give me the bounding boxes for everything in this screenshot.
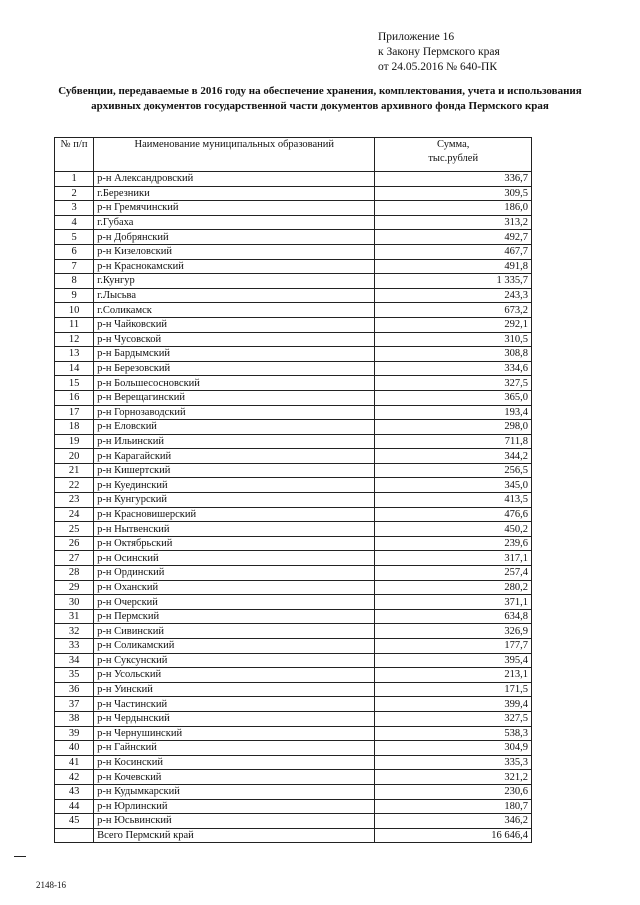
row-municipality: р-н Березовский [94, 361, 375, 376]
row-municipality: р-н Добрянский [94, 230, 375, 245]
row-municipality: р-н Чердынский [94, 711, 375, 726]
row-number: 35 [55, 668, 94, 683]
header-municipality: Наименование муниципальных образований [94, 138, 375, 172]
row-sum: 450,2 [375, 522, 532, 537]
row-number: 13 [55, 347, 94, 362]
row-sum: 344,2 [375, 449, 532, 464]
header-sum-unit: тыс.рублей [428, 153, 479, 164]
row-sum: 395,4 [375, 653, 532, 668]
row-sum: 492,7 [375, 230, 532, 245]
table-row [55, 624, 532, 639]
table-row [55, 332, 532, 347]
header-sum-label: Сумма, [437, 139, 470, 150]
table-row [55, 288, 532, 303]
row-number: 44 [55, 799, 94, 814]
row-municipality: р-н Нытвенский [94, 522, 375, 537]
row-sum: 243,3 [375, 288, 532, 303]
margin-mark [14, 856, 26, 857]
table-row [55, 172, 532, 187]
table-row [55, 770, 532, 785]
appendix-header [378, 30, 500, 75]
row-sum: 298,0 [375, 420, 532, 435]
total-label: Всего Пермский край [94, 828, 375, 843]
row-number: 4 [55, 215, 94, 230]
subsidy-table [54, 137, 532, 843]
row-municipality: р-н Сивинский [94, 624, 375, 639]
row-number: 15 [55, 376, 94, 391]
row-number: 10 [55, 303, 94, 318]
row-sum: 345,0 [375, 478, 532, 493]
row-municipality: р-н Ординский [94, 566, 375, 581]
row-municipality: р-н Кишертский [94, 463, 375, 478]
table-row [55, 726, 532, 741]
row-sum: 171,5 [375, 682, 532, 697]
row-municipality: р-н Чернушинский [94, 726, 375, 741]
row-number: 1 [55, 172, 94, 187]
row-sum: 336,7 [375, 172, 532, 187]
row-sum: 326,9 [375, 624, 532, 639]
table-row [55, 434, 532, 449]
row-municipality: р-н Кунгурский [94, 493, 375, 508]
row-sum: 711,8 [375, 434, 532, 449]
row-municipality: р-н Соликамский [94, 639, 375, 654]
table-row [55, 522, 532, 537]
row-number: 38 [55, 711, 94, 726]
row-sum: 193,4 [375, 405, 532, 420]
row-sum: 327,5 [375, 711, 532, 726]
appendix-date: от 24.05.2016 № 640-ПК [378, 61, 498, 73]
table-row [55, 682, 532, 697]
row-number: 37 [55, 697, 94, 712]
row-number: 45 [55, 814, 94, 829]
row-number: 11 [55, 317, 94, 332]
row-sum: 467,7 [375, 244, 532, 259]
row-number: 28 [55, 566, 94, 581]
table-row [55, 697, 532, 712]
row-number: 19 [55, 434, 94, 449]
row-municipality: р-н Суксунский [94, 653, 375, 668]
row-municipality: р-н Верещагинский [94, 390, 375, 405]
row-sum: 180,7 [375, 799, 532, 814]
row-municipality: р-н Горнозаводский [94, 405, 375, 420]
total-number-cell [55, 828, 94, 843]
row-municipality: р-н Бардымский [94, 347, 375, 362]
row-number: 42 [55, 770, 94, 785]
table-row [55, 478, 532, 493]
row-sum: 213,1 [375, 668, 532, 683]
row-municipality: р-н Ильинский [94, 434, 375, 449]
row-sum: 491,8 [375, 259, 532, 274]
row-municipality: р-н Пермский [94, 609, 375, 624]
document-title: Субвенции, передаваемые в 2016 году на обеспечение хранения, комплектования, учета и использования архивных документов государственной части документов архивного фонда Пермского края [58, 85, 582, 112]
row-municipality: г.Лысьва [94, 288, 375, 303]
row-municipality: р-н Гайнский [94, 741, 375, 756]
row-municipality: р-н Куединский [94, 478, 375, 493]
row-number: 23 [55, 493, 94, 508]
row-municipality: р-н Кочевский [94, 770, 375, 785]
row-municipality: р-н Косинский [94, 755, 375, 770]
row-sum: 308,8 [375, 347, 532, 362]
row-municipality: р-н Кудымкарский [94, 784, 375, 799]
table-row [55, 376, 532, 391]
table-row [55, 405, 532, 420]
row-sum: 365,0 [375, 390, 532, 405]
row-number: 25 [55, 522, 94, 537]
row-number: 24 [55, 507, 94, 522]
total-sum: 16 646,4 [375, 828, 532, 843]
row-municipality: р-н Частинский [94, 697, 375, 712]
table-row [55, 230, 532, 245]
table-row [55, 244, 532, 259]
row-municipality: р-н Юрлинский [94, 799, 375, 814]
row-number: 36 [55, 682, 94, 697]
row-sum: 346,2 [375, 814, 532, 829]
header-number: № п/п [55, 138, 94, 172]
table-row [55, 711, 532, 726]
row-sum: 334,6 [375, 361, 532, 376]
table-row [55, 215, 532, 230]
row-municipality: р-н Юсьвинский [94, 814, 375, 829]
row-municipality: р-н Оханский [94, 580, 375, 595]
table-row [55, 799, 532, 814]
table-row [55, 609, 532, 624]
row-sum: 256,5 [375, 463, 532, 478]
table-row [55, 347, 532, 362]
row-sum: 321,2 [375, 770, 532, 785]
appendix-number: Приложение 16 [378, 31, 455, 43]
row-number: 14 [55, 361, 94, 376]
table-row [55, 741, 532, 756]
table-row [55, 201, 532, 216]
row-sum: 1 335,7 [375, 274, 532, 289]
row-sum: 371,1 [375, 595, 532, 610]
row-number: 22 [55, 478, 94, 493]
table-row [55, 784, 532, 799]
row-sum: 280,2 [375, 580, 532, 595]
row-sum: 413,5 [375, 493, 532, 508]
table-row [55, 580, 532, 595]
row-municipality: р-н Гремячинский [94, 201, 375, 216]
table-row [55, 449, 532, 464]
table-row [55, 668, 532, 683]
row-sum: 292,1 [375, 317, 532, 332]
row-municipality: р-н Чусовской [94, 332, 375, 347]
table-row [55, 274, 532, 289]
row-sum: 538,3 [375, 726, 532, 741]
table-header-row [55, 138, 532, 172]
row-municipality: р-н Осинский [94, 551, 375, 566]
table-row [55, 507, 532, 522]
row-number: 3 [55, 201, 94, 216]
row-municipality: р-н Александровский [94, 172, 375, 187]
row-number: 16 [55, 390, 94, 405]
table-row [55, 303, 532, 318]
table-row [55, 653, 532, 668]
row-municipality: г.Березники [94, 186, 375, 201]
table-row [55, 536, 532, 551]
row-municipality: р-н Большесосновский [94, 376, 375, 391]
row-municipality: р-н Краснокамский [94, 259, 375, 274]
row-sum: 257,4 [375, 566, 532, 581]
table-row [55, 595, 532, 610]
row-number: 8 [55, 274, 94, 289]
row-sum: 177,7 [375, 639, 532, 654]
row-municipality: р-н Еловский [94, 420, 375, 435]
row-number: 41 [55, 755, 94, 770]
row-municipality: р-н Усольский [94, 668, 375, 683]
row-municipality: г.Кунгур [94, 274, 375, 289]
footer-code: 2148-16 [36, 880, 66, 890]
total-row [55, 828, 532, 843]
row-number: 20 [55, 449, 94, 464]
row-number: 26 [55, 536, 94, 551]
row-number: 33 [55, 639, 94, 654]
row-sum: 634,8 [375, 609, 532, 624]
row-sum: 186,0 [375, 201, 532, 216]
row-municipality: р-н Октябрьский [94, 536, 375, 551]
row-sum: 310,5 [375, 332, 532, 347]
table-row [55, 551, 532, 566]
appendix-law: к Закону Пермского края [378, 46, 500, 58]
row-number: 43 [55, 784, 94, 799]
row-sum: 313,2 [375, 215, 532, 230]
table-row [55, 420, 532, 435]
table-row [55, 639, 532, 654]
row-sum: 673,2 [375, 303, 532, 318]
row-number: 21 [55, 463, 94, 478]
row-sum: 317,1 [375, 551, 532, 566]
row-number: 2 [55, 186, 94, 201]
row-number: 32 [55, 624, 94, 639]
row-number: 29 [55, 580, 94, 595]
row-sum: 399,4 [375, 697, 532, 712]
row-municipality: р-н Кизеловский [94, 244, 375, 259]
row-number: 40 [55, 741, 94, 756]
table-row [55, 755, 532, 770]
row-sum: 230,6 [375, 784, 532, 799]
row-number: 31 [55, 609, 94, 624]
row-number: 34 [55, 653, 94, 668]
row-sum: 335,3 [375, 755, 532, 770]
table-row [55, 361, 532, 376]
table-row [55, 814, 532, 829]
table-row [55, 390, 532, 405]
row-number: 9 [55, 288, 94, 303]
row-number: 27 [55, 551, 94, 566]
row-number: 30 [55, 595, 94, 610]
table-row [55, 566, 532, 581]
row-sum: 476,6 [375, 507, 532, 522]
row-sum: 304,9 [375, 741, 532, 756]
row-number: 6 [55, 244, 94, 259]
row-number: 12 [55, 332, 94, 347]
row-municipality: р-н Красновишерский [94, 507, 375, 522]
row-sum: 239,6 [375, 536, 532, 551]
row-sum: 327,5 [375, 376, 532, 391]
table-body [55, 172, 532, 829]
row-sum: 309,5 [375, 186, 532, 201]
row-municipality: р-н Чайковский [94, 317, 375, 332]
table-row [55, 493, 532, 508]
row-municipality: г.Губаха [94, 215, 375, 230]
table-row [55, 463, 532, 478]
row-number: 18 [55, 420, 94, 435]
header-sum [375, 138, 532, 172]
row-number: 39 [55, 726, 94, 741]
row-municipality: р-н Карагайский [94, 449, 375, 464]
row-municipality: г.Соликамск [94, 303, 375, 318]
row-number: 7 [55, 259, 94, 274]
table-row [55, 186, 532, 201]
row-number: 5 [55, 230, 94, 245]
table-row [55, 259, 532, 274]
row-municipality: р-н Уинский [94, 682, 375, 697]
table-row [55, 317, 532, 332]
row-municipality: р-н Очерский [94, 595, 375, 610]
row-number: 17 [55, 405, 94, 420]
